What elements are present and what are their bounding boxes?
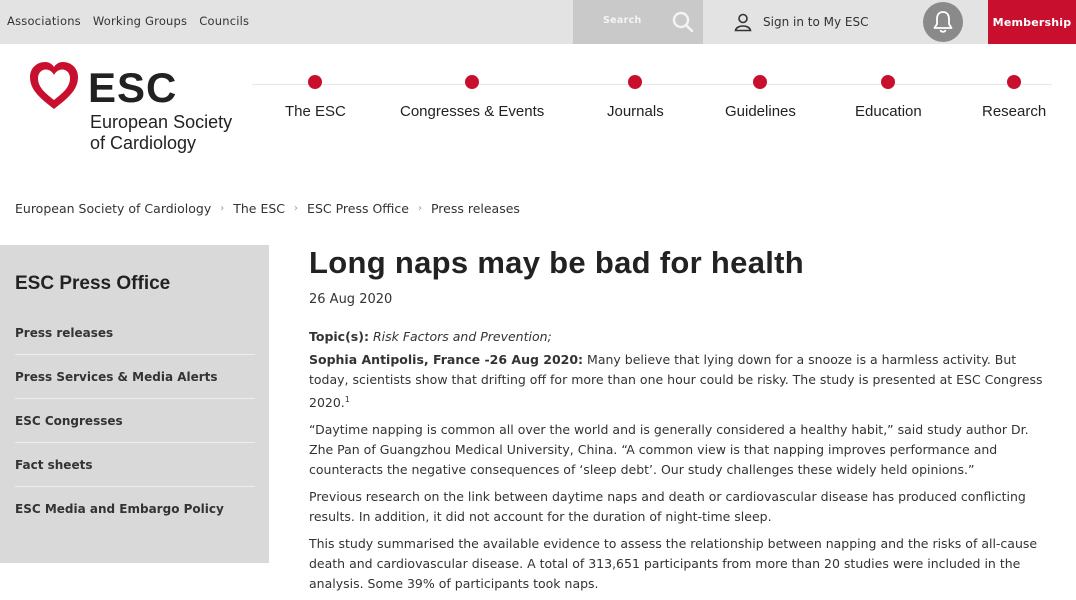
footnote-ref[interactable]: 1 xyxy=(344,395,350,404)
logo-acronym: ESC xyxy=(88,64,178,111)
nav-label: Guidelines xyxy=(725,103,796,120)
topic-link-risk-factors[interactable]: Risk Factors and Prevention; xyxy=(372,329,552,344)
article xyxy=(309,245,1054,594)
article-paragraph-1 xyxy=(309,350,1054,413)
membership-button[interactable]: Membership xyxy=(988,0,1076,44)
search-box[interactable] xyxy=(573,0,703,44)
page-title: Long naps may be bad for health xyxy=(309,245,805,280)
sidebar-item-press-releases[interactable]: Press releases xyxy=(15,311,255,355)
article-paragraph-1-text: Many believe that lying down for a snooze is a harmless activity. But today, scientists show that drifting off for more than one hour could be risky. The study is presented at ESC Congress 2020. xyxy=(309,352,1043,411)
sign-in-link[interactable] xyxy=(733,12,868,32)
sidebar-item-press-services[interactable]: Press Services & Media Alerts xyxy=(15,355,255,399)
logo-name-line1: European Society xyxy=(90,112,233,132)
user-icon xyxy=(733,12,753,32)
article-paragraph-4: This study summarised the available evidence to assess the relationship between napping and the risks of all-cause death and cardiovascular disease. A total of 313,651 participants from more than 20 studies were included in the analysis. Some 39% of participants took naps. xyxy=(309,536,1038,592)
top-utility-bar xyxy=(0,0,1076,44)
article-topics xyxy=(309,329,1054,344)
heart-logo-icon xyxy=(26,58,82,114)
article-paragraph-2: “Daytime napping is common all over the world and is generally considered a healthy habit,” said study author Dr. Zhe Pan of Guangzhou Medical University, China. “A common view is that napping improves performance and counteracts the negative consequences of ‘sleep debt’. Our study challenges these widely held opinions.” xyxy=(309,422,1029,478)
top-link-councils[interactable]: Councils xyxy=(199,14,250,28)
nav-label: Education xyxy=(855,103,922,120)
logo-name-line2: of Cardiology xyxy=(90,133,197,153)
sidebar-title: ESC Press Office xyxy=(15,273,171,294)
nav-item-journals[interactable] xyxy=(607,75,664,120)
sidebar xyxy=(0,245,269,563)
breadcrumb-item-press-releases[interactable]: Press releases xyxy=(430,201,520,216)
notifications-button[interactable] xyxy=(923,2,963,42)
nav-label: Journals xyxy=(607,103,664,120)
nav-label: Congresses & Events xyxy=(400,103,545,120)
breadcrumb xyxy=(15,201,520,216)
search-label: Search xyxy=(603,15,642,26)
nav-dot-icon xyxy=(881,75,895,89)
search-icon[interactable] xyxy=(671,10,695,34)
breadcrumb-item-press-office[interactable]: ESC Press Office xyxy=(307,201,409,216)
chevron-right-icon: › xyxy=(220,203,225,214)
nav-dot-icon xyxy=(1007,75,1021,89)
sidebar-menu xyxy=(15,311,255,531)
chevron-right-icon: › xyxy=(417,203,422,214)
breadcrumb-item-the-esc[interactable]: The ESC xyxy=(233,201,286,216)
nav-item-congresses-events[interactable] xyxy=(400,75,544,120)
nav-dot-icon xyxy=(628,75,642,89)
nav-label: Research xyxy=(982,103,1047,120)
logo-full-name xyxy=(90,112,232,154)
breadcrumb-item-esc[interactable]: European Society of Cardiology xyxy=(15,201,212,216)
top-links xyxy=(7,14,249,28)
chevron-right-icon: › xyxy=(294,203,299,214)
bell-icon xyxy=(932,10,954,34)
nav-dot-icon xyxy=(465,75,479,89)
nav-item-education[interactable] xyxy=(855,75,922,120)
article-paragraph-3: Previous research on the link between daytime naps and death or cardiovascular disease has produced conflicting results. In addition, it did not account for the duration of night-time sleep. xyxy=(309,489,1026,525)
topic-label: Topic(s): xyxy=(309,329,369,344)
nav-item-guidelines[interactable] xyxy=(725,75,796,120)
sidebar-item-fact-sheets[interactable]: Fact sheets xyxy=(15,443,255,487)
nav-item-research[interactable] xyxy=(982,75,1046,120)
sidebar-item-esc-congresses[interactable]: ESC Congresses xyxy=(15,399,255,443)
nav-label: The ESC xyxy=(285,103,346,120)
nav-item-the-esc[interactable] xyxy=(285,75,346,120)
sign-in-label: Sign in to My ESC xyxy=(763,15,869,29)
nav-dot-icon xyxy=(753,75,767,89)
article-dateline: Sophia Antipolis, France -26 Aug 2020: xyxy=(309,352,584,367)
nav-dot-icon xyxy=(308,75,322,89)
top-link-working-groups[interactable]: Working Groups xyxy=(92,14,188,28)
article-date: 26 Aug 2020 xyxy=(309,292,393,307)
top-link-associations[interactable]: Associations xyxy=(7,14,81,28)
sidebar-item-embargo-policy[interactable]: ESC Media and Embargo Policy xyxy=(15,502,224,516)
esc-logo[interactable] xyxy=(26,58,266,158)
